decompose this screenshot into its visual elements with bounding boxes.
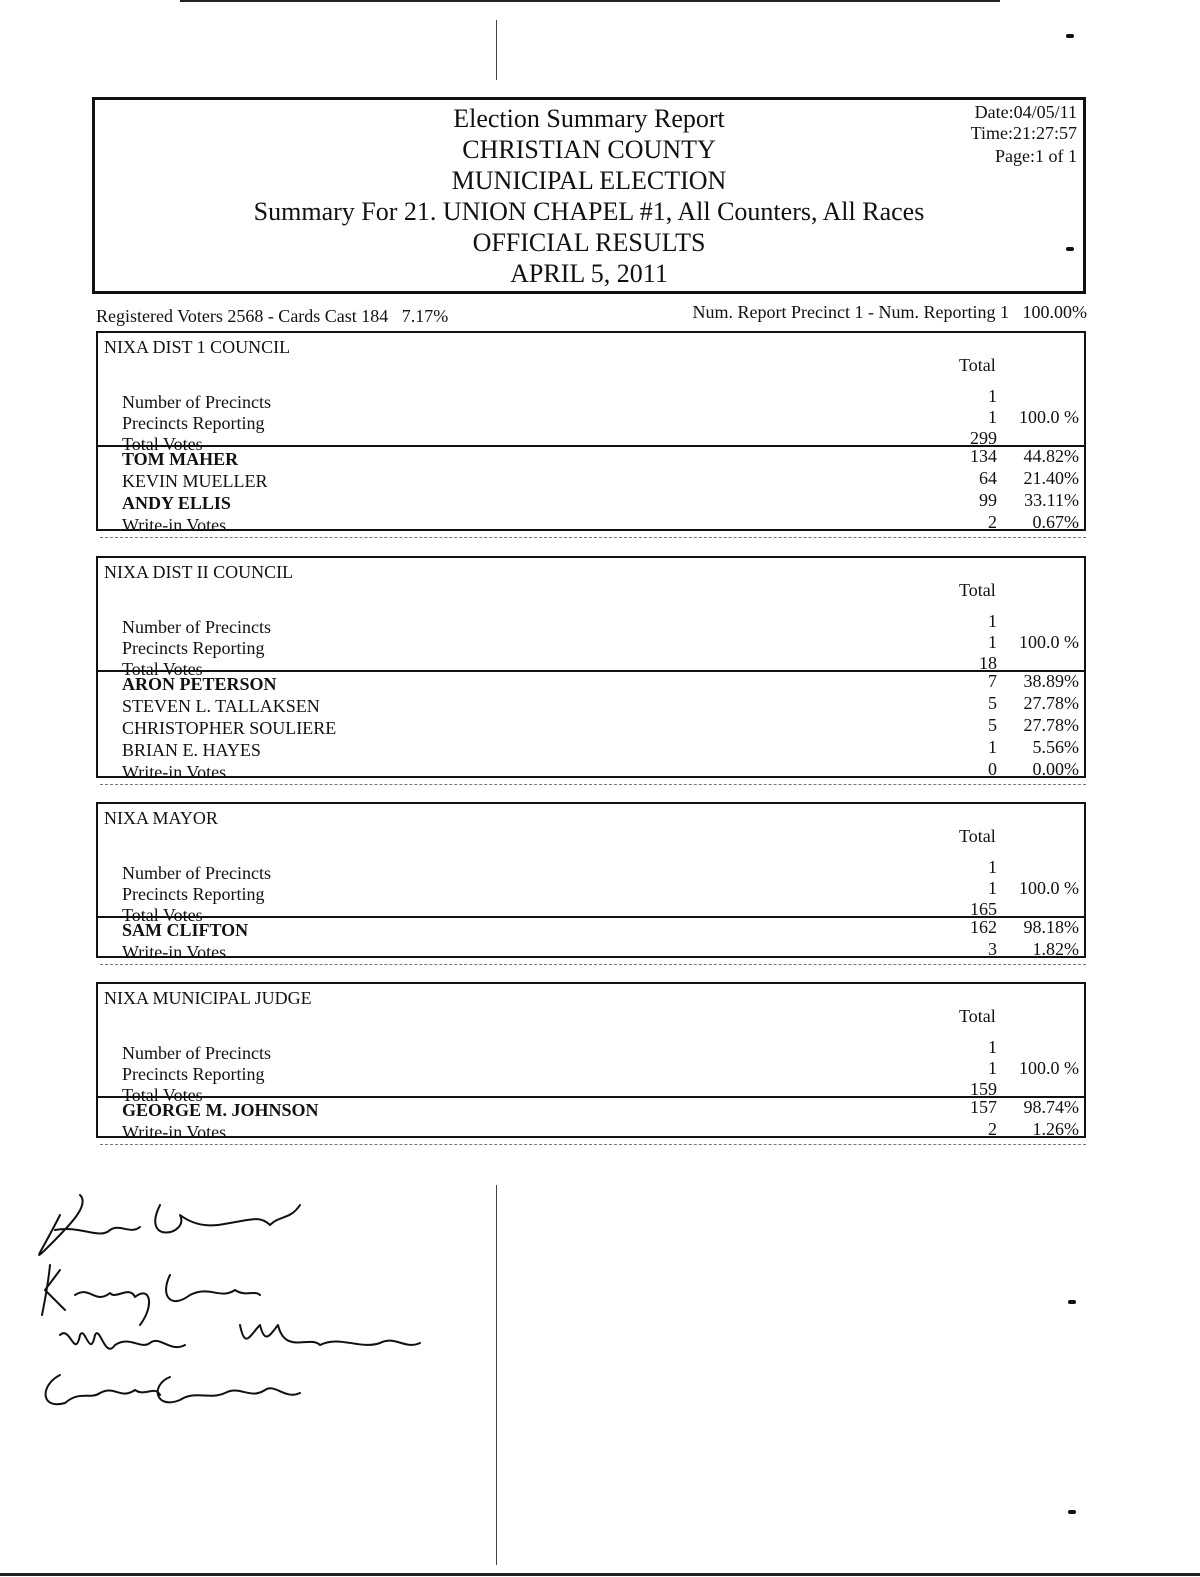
- stat-row: [98, 1057, 1084, 1084]
- candidate-row: [98, 916, 1084, 938]
- race-section: [96, 556, 1086, 782]
- stat-label: Precincts Reporting: [122, 413, 265, 433]
- stat-value: 1: [988, 407, 997, 427]
- candidate-row: [98, 692, 1084, 714]
- stat-percent: 100.0 %: [1019, 632, 1079, 652]
- stat-label: Number of Precincts: [122, 863, 271, 883]
- stat-label: Total Votes: [122, 434, 203, 454]
- candidate-name: ARON PETERSON: [122, 674, 277, 694]
- candidate-votes: 0: [988, 759, 997, 779]
- section-dashed-rule: [100, 537, 1086, 538]
- candidate-row: [98, 714, 1084, 736]
- stat-label: Total Votes: [122, 1085, 203, 1105]
- candidate-name: CHRISTOPHER SOULIERE: [122, 718, 337, 738]
- stat-label: Number of Precincts: [122, 1043, 271, 1063]
- candidate-votes: 3: [988, 939, 997, 959]
- candidate-row: [98, 489, 1084, 511]
- stat-row: [98, 631, 1084, 658]
- scan-mark: [1068, 1510, 1076, 1514]
- stat-percent: 100.0 %: [1019, 878, 1079, 898]
- race-section: [96, 331, 1086, 535]
- candidate-votes: 5: [988, 693, 997, 713]
- stat-row: [98, 877, 1084, 904]
- candidate-votes: 162: [970, 917, 997, 937]
- candidate-name: Write-in Votes: [122, 1122, 227, 1142]
- stat-label: Number of Precincts: [122, 392, 271, 412]
- candidate-percent: 98.74%: [1023, 1097, 1079, 1117]
- signature-4: [46, 1375, 300, 1404]
- stat-percent: 100.0 %: [1019, 407, 1079, 427]
- candidate-name: STEVEN L. TALLAKSEN: [122, 696, 320, 716]
- scan-mark: [1066, 34, 1074, 38]
- section-dashed-rule: [100, 784, 1086, 785]
- total-column-header: Total: [959, 826, 996, 846]
- signature-1: [39, 1195, 300, 1255]
- report-title: Election Summary Report: [453, 104, 725, 133]
- candidate-percent: 1.82%: [1032, 939, 1079, 959]
- stat-label: Precincts Reporting: [122, 884, 265, 904]
- candidate-percent: 0.00%: [1032, 759, 1079, 779]
- race-section: [96, 982, 1086, 1142]
- stat-percent: 100.0 %: [1019, 1058, 1079, 1078]
- candidate-votes: 2: [988, 512, 997, 532]
- candidate-name: Write-in Votes: [122, 515, 227, 535]
- summary-scope: Summary For 21. UNION CHAPEL #1, All Counters, All Races: [253, 197, 925, 226]
- race-title: NIXA MAYOR: [104, 808, 218, 828]
- stat-value: 1: [988, 1058, 997, 1078]
- race-title: NIXA DIST 1 COUNCIL: [104, 337, 291, 357]
- candidate-percent: 27.78%: [1023, 715, 1079, 735]
- candidate-votes: 157: [970, 1097, 997, 1117]
- signature-3: [60, 1325, 420, 1349]
- stat-row: [98, 610, 1084, 637]
- candidate-name: Write-in Votes: [122, 762, 227, 782]
- candidate-row: [98, 938, 1084, 960]
- candidate-percent: 33.11%: [1024, 490, 1079, 510]
- candidate-name: KEVIN MUELLER: [122, 471, 268, 491]
- fold-line-top: [496, 20, 497, 80]
- scan-mark: [1068, 1300, 1076, 1304]
- candidate-percent: 44.82%: [1023, 446, 1079, 466]
- candidate-name: TOM MAHER: [122, 449, 239, 469]
- signature-2: [42, 1265, 260, 1325]
- report-header: [92, 97, 1086, 294]
- candidate-percent: 5.56%: [1032, 737, 1079, 757]
- candidate-votes: 7: [988, 671, 997, 691]
- candidate-percent: 98.18%: [1023, 917, 1079, 937]
- stat-row: [98, 406, 1084, 433]
- candidate-percent: 0.67%: [1032, 512, 1079, 532]
- stat-value: 299: [970, 428, 997, 448]
- scan-top-edge: [180, 0, 1000, 2]
- stat-value: 159: [970, 1079, 997, 1099]
- candidate-row: [98, 511, 1084, 533]
- candidate-votes: 134: [970, 446, 997, 466]
- candidate-row: [98, 1096, 1084, 1118]
- candidate-row: [98, 1118, 1084, 1140]
- fold-line-bottom: [496, 1185, 497, 1565]
- stat-value: 18: [979, 653, 997, 673]
- stat-row: [98, 856, 1084, 883]
- county-name: CHRISTIAN COUNTY: [462, 135, 716, 164]
- candidate-row: [98, 736, 1084, 758]
- stat-value: 1: [988, 611, 997, 631]
- page-number: Page:1 of 1: [995, 146, 1077, 166]
- candidate-name: GEORGE M. JOHNSON: [122, 1100, 319, 1120]
- election-date: APRIL 5, 2011: [510, 259, 668, 288]
- candidate-votes: 99: [979, 490, 997, 510]
- signatures: [20, 1185, 440, 1425]
- candidate-votes: 2: [988, 1119, 997, 1139]
- stat-value: 1: [988, 386, 997, 406]
- candidate-percent: 27.78%: [1023, 693, 1079, 713]
- total-column-header: Total: [959, 355, 996, 375]
- race-section: [96, 802, 1086, 962]
- total-column-header: Total: [959, 1006, 996, 1026]
- candidate-row: [98, 670, 1084, 692]
- stat-row: [98, 385, 1084, 412]
- stat-row: [98, 1036, 1084, 1063]
- candidate-percent: 1.26%: [1032, 1119, 1079, 1139]
- stat-value: 1: [988, 878, 997, 898]
- candidate-name: SAM CLIFTON: [122, 920, 249, 940]
- election-name: MUNICIPAL ELECTION: [451, 166, 727, 195]
- candidate-percent: 38.89%: [1023, 671, 1079, 691]
- candidate-percent: 21.40%: [1023, 468, 1079, 488]
- candidate-name: ANDY ELLIS: [122, 493, 231, 513]
- stat-value: 165: [970, 899, 997, 919]
- stat-value: 1: [988, 1037, 997, 1057]
- total-column-header: Total: [959, 580, 996, 600]
- candidate-name: BRIAN E. HAYES: [122, 740, 261, 760]
- registered-voters-summary: Registered Voters 2568 - Cards Cast 184 7.17%: [96, 306, 449, 326]
- stat-label: Total Votes: [122, 905, 203, 925]
- report-date: Date:04/05/11: [974, 102, 1077, 122]
- candidate-votes: 5: [988, 715, 997, 735]
- race-title: NIXA MUNICIPAL JUDGE: [104, 988, 312, 1008]
- results-status: OFFICIAL RESULTS: [472, 228, 706, 257]
- stat-value: 1: [988, 857, 997, 877]
- stat-label: Number of Precincts: [122, 617, 271, 637]
- candidate-votes: 64: [979, 468, 997, 488]
- reporting-summary: Num. Report Precinct 1 - Num. Reporting 1 100.00%: [692, 302, 1087, 322]
- report-time: Time:21:27:57: [970, 123, 1077, 143]
- candidate-row: [98, 467, 1084, 489]
- stat-label: Precincts Reporting: [122, 638, 265, 658]
- race-title: NIXA DIST II COUNCIL: [104, 562, 294, 582]
- section-dashed-rule: [100, 1144, 1086, 1145]
- stat-value: 1: [988, 632, 997, 652]
- scan-bottom-edge: [0, 1573, 1200, 1576]
- candidate-row: [98, 758, 1084, 780]
- stat-label: Precincts Reporting: [122, 1064, 265, 1084]
- candidate-votes: 1: [988, 737, 997, 757]
- stat-label: Total Votes: [122, 659, 203, 679]
- section-dashed-rule: [100, 964, 1086, 965]
- candidate-name: Write-in Votes: [122, 942, 227, 962]
- candidate-row: [98, 445, 1084, 467]
